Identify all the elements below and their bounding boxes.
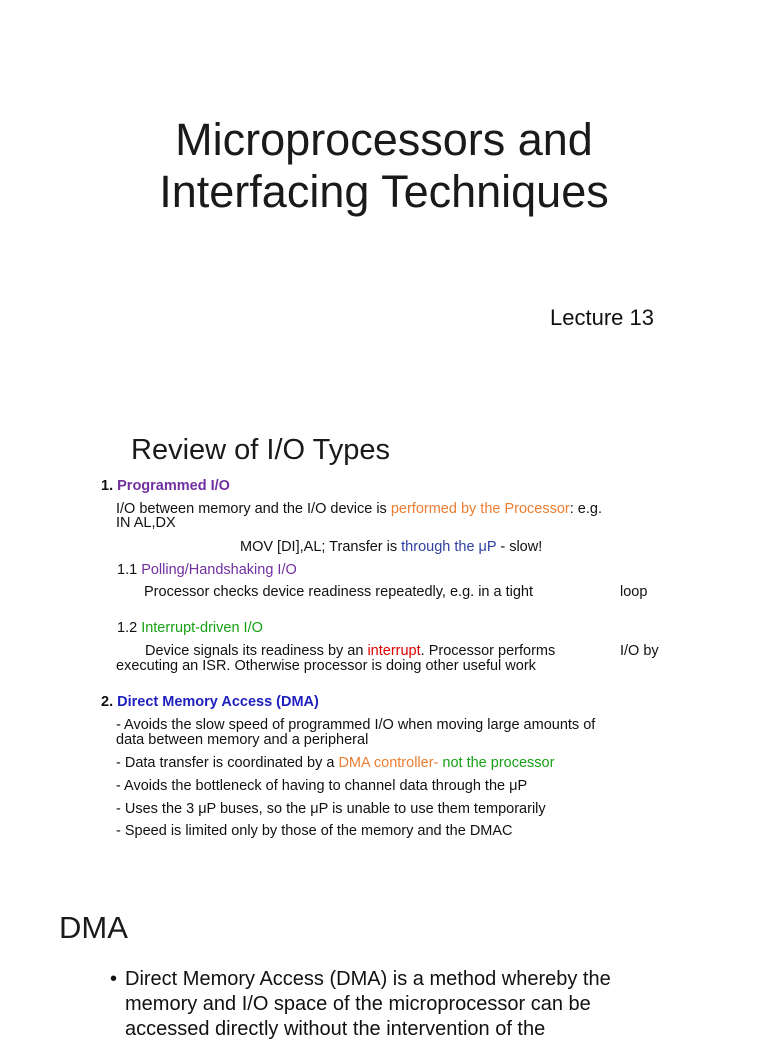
slide-review-io-types [0,384,768,884]
polling-text: Processor checks device readiness repeatedly, e.g. in a tight [144,584,534,600]
section-title: Interrupt-driven I/O [141,620,263,636]
text-run: . Processor performs [420,643,556,659]
dma-definition-line-3: accessed directly without the intervention of the [125,1018,546,1040]
lecture-number: Lecture 13 [550,305,654,330]
dma-definition-line-1: Direct Memory Access (DMA) is a method whereby the [125,968,611,990]
bullet-marker: • [110,968,118,990]
interrupt-text-line-1 [145,643,555,659]
section-title: Direct Memory Access (DMA) [117,694,319,710]
title-line-2: Interfacing Techniques [159,166,609,217]
interrupt-text-line-1-end: I/O by [620,643,659,659]
slide-heading: DMA [59,910,128,945]
programmed-io-line-1 [116,501,602,517]
highlight-text: through the μP [401,539,497,555]
subsection-polling-heading [117,562,297,578]
programmed-io-line-2: IN AL,DX [116,515,176,531]
section-title: Polling/Handshaking I/O [141,562,297,578]
highlight-text: interrupt [367,643,421,659]
title-line-1: Microprocessors and [175,114,593,165]
programmed-io-line-3 [240,539,542,555]
section-title: Programmed I/O [117,478,230,494]
slide-heading: Review of I/O Types [131,434,390,466]
subsection-interrupt-heading [117,620,263,636]
dma-bullet-5: - Speed is limited only by those of the memory and the DMAC [116,823,513,839]
text-run: - slow! [496,539,543,555]
section-number: 2. [101,694,118,710]
text-run: MOV [DI],AL; Transfer is [240,539,402,555]
page-title [0,114,768,218]
dma-definition-line-2: memory and I/O space of the microprocessor can be [125,993,591,1015]
polling-text-end: loop [620,584,648,600]
section-number: 1.1 [117,562,142,578]
section-number: 1.2 [117,620,142,636]
dma-bullet-3: - Avoids the bottleneck of having to channel data through the μP [116,778,528,794]
slide-title-page [0,0,768,384]
text-run: I/O between memory and the I/O device is [116,501,391,517]
slide-dma [0,884,768,1040]
dma-bullet-2 [116,755,554,771]
dma-bullet-4: - Uses the 3 μP buses, so the μP is unable to use them temporarily [116,801,546,817]
highlight-text: performed by the Processor [390,501,570,517]
dma-bullet-1-line-1: - Avoids the slow speed of programmed I/O when moving large amounts of [116,717,596,733]
interrupt-text-line-2: executing an ISR. Otherwise processor is doing other useful work [116,658,536,674]
dma-bullet-1-line-2: data between memory and a peripheral [116,732,369,748]
highlight-text: DMA controller- [338,755,443,771]
section-number: 1. [101,478,118,494]
text-run: - Data transfer is coordinated by a [116,755,339,771]
text-run: Device signals its readiness by an [145,643,368,659]
section-dma-heading [101,694,319,710]
text-run: : e.g. [569,501,602,517]
highlight-text: not the processor [442,755,555,771]
section-programmed-io-heading [101,478,230,494]
